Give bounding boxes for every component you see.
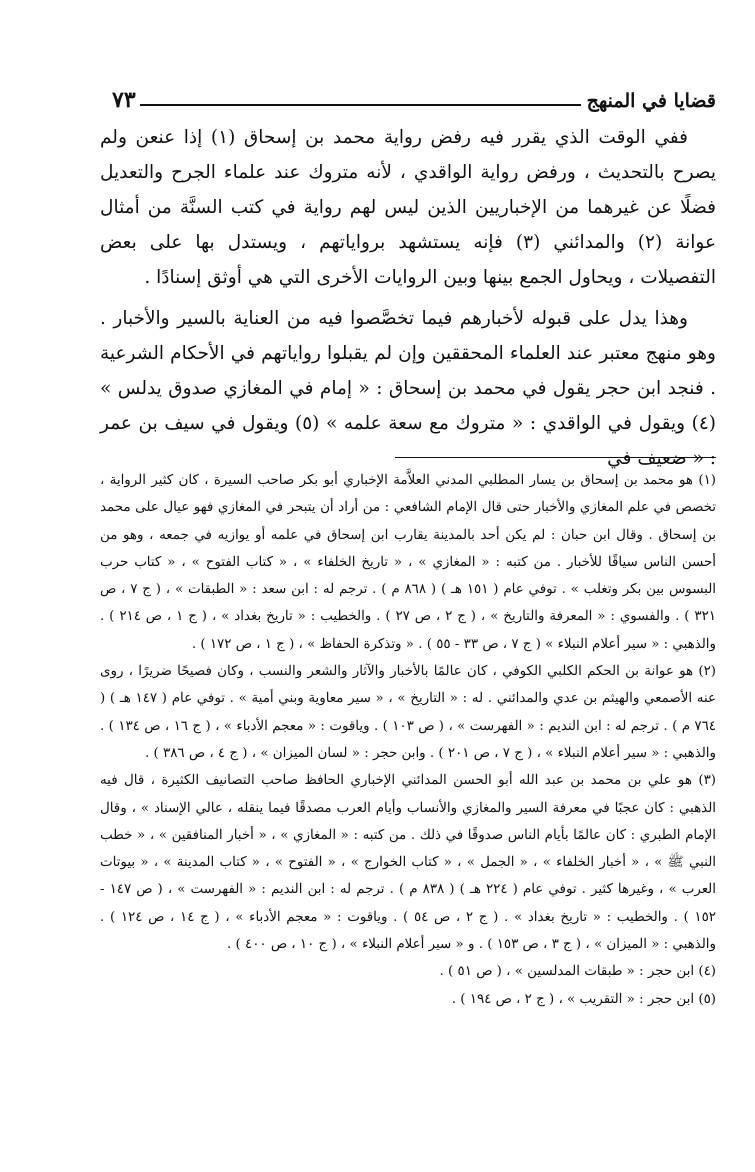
footnote-separator — [395, 457, 716, 458]
footnote-3: (٣) هو علي بن محمد بن عبد الله أبو الحسن المدائني الإخباري الحافظ صاحب التصانيف الكثيرة ، قال فيه الذهبي : كان عجبًا في معرفة السير والمغازي والأنساب وأيام العرب مصدقًا فيما ينقله ، عالي الإسناد » ، وقال الإمام الطبري : كان عالمًا بأيام الناس صدوقًا في ذلك . من كتبه : « المغازي » ، « أخبار المنافقين » ، « خطب النبي ﷺ » ، « أخبار الخلفاء » ، « الجمل » ، « كتاب الخوارج » ، « الفتوح » ، « كتاب المدينة » ، « بيوتات العرب » ، وغيرها كثير . توفي عام ( ٢٢٤ هـ ) ( ٨٣٨ م ) . ترجم له : ابن النديم : « الفهرست » ، ( ص ١٤٧ - ١٥٢ ) . والخطيب : « تاريخ بغداد » . ( ج ٢ ، ص ٥٤ ) . وياقوت : « معجم الأدباء » ، ( ج ١٤ ، ص ١٢٤ ) . والذهبي : « الميزان » ، ( ج ٣ ، ص ١٥٣ ) . و « سير أعلام النبلاء » ، ( ج ١٠ ، ص ٤٠٠ ) . — [100, 773, 716, 953]
body-paragraph: ففي الوقت الذي يقرر فيه رفض رواية محمد بن إسحاق (١) إذا عنعن ولم يصرح بالتحديث ، ورفض رواية الواقدي ، لأنه متروك عند علماء الجرح والتعديل فضلًا عن غيرهما من الإخباريين الذين ليس لهم رواية في كتب السنَّة من أمثال عوانة (٢) والمدائني (٣) فإنه يستشهد برواياتهم ، ويستدل بها على بعض التفصيلات ، ويحاول الجمع بينها وبين الروايات الأخرى التي هي أوثق إسنادًا . — [100, 127, 717, 288]
footnote-5: (٥) ابن حجر : « التقريب » ، ( ج ٢ ، ص ١٩٤ ) . — [451, 991, 716, 1007]
footnote-2: (٢) هو عوانة بن الحكم الكلبي الكوفي ، كان عالمًا بالأخبار والآثار والشعر والنسب ، وكان فصيحًا ضريرًا ، روى عنه الأصمعي والهيثم بن عدي والمدائني . له : « التاريخ » ، « سير معاوية وبني أمية » . توفي عام ( ١٤٧ هـ ) ( ٧٦٤ م ) . ترجم له : ابن النديم : « الفهرست » ، ( ص ١٠٣ ) . وياقوت : « معجم الأدباء » ، ( ج ١٦ ، ص ١٣٤ ) . والذهبي : « سير أعلام النبلاء » ، ( ج ٧ ، ص ٢٠١ ) . وابن حجر : « لسان الميزان » ، ( ج ٤ ، ص ٣٨٦ ) . — [100, 664, 717, 761]
footnotes — [100, 467, 716, 1013]
header-rule — [140, 104, 581, 106]
main-text — [100, 120, 716, 476]
footnote-1: (١) هو محمد بن إسحاق بن يسار المطلبي المدني العلاَّمة الإخباري أبو بكر صاحب السيرة ، كان كثير الرواية ، تخصص في علم المغازي والأخبار حتى قال الإمام الشافعي : من أراد أن يتبحر في المغازي فهو عيال على محمد بن إسحاق . وقال ابن حبان : لم يكن أحد بالمدينة يقارب ابن إسحاق في علمه أو يوازيه في جمعه ، وهو من أحسن الناس سياقًا للأخبار . من كتبه : « المغازي » ، « تاريخ الخلفاء » ، « كتاب الفتوح » ، « كتاب حرب البسوس بين بكر وتغلب » . توفي عام ( ١٥١ هـ ) ( ٨٦٨ م ) . ترجم له : ابن سعد : « الطبقات » ، ( ج ٧ ، ص ٣٢١ ) . والفسوي : « المعرفة والتاريخ » ، ( ج ٢ ، ص ٢٧ ) . والخطيب : « تاريخ بغداد » ، ( ج ١ ، ص ٢١٤ ) . والذهبي : « سير أعلام النبلاء » ( ج ٧ ، ص ٣٣ - ٥٥ ) . « وتذكرة الحفاظ » ، ( ج ١ ، ص ١٧٢ ) . — [100, 473, 716, 652]
footnote-4: (٤) ابن حجر : « طبقات المدلسين » ، ( ص ٥١ ) . — [439, 964, 716, 980]
running-title: قضايا في المنهج — [586, 90, 716, 112]
page-number: ٧٣ — [112, 87, 136, 113]
running-header — [112, 78, 716, 112]
body-paragraph: وهذا يدل على قبوله لأخبارهم فيما تخصَّصوا فيه من العناية بالسير والأخبار . وهو منهج معتبر عند العلماء المحققين وإن لم يقبلوا رواياتهم في الأحكام الشرعية . فنجد ابن حجر يقول في محمد بن إسحاق : « إمام في المغازي صدوق يدلس » (٤) ويقول في الواقدي : « متروك مع سعة علمه » (٥) ويقول في سيف بن عمر : « ضعيف في — [100, 308, 716, 469]
